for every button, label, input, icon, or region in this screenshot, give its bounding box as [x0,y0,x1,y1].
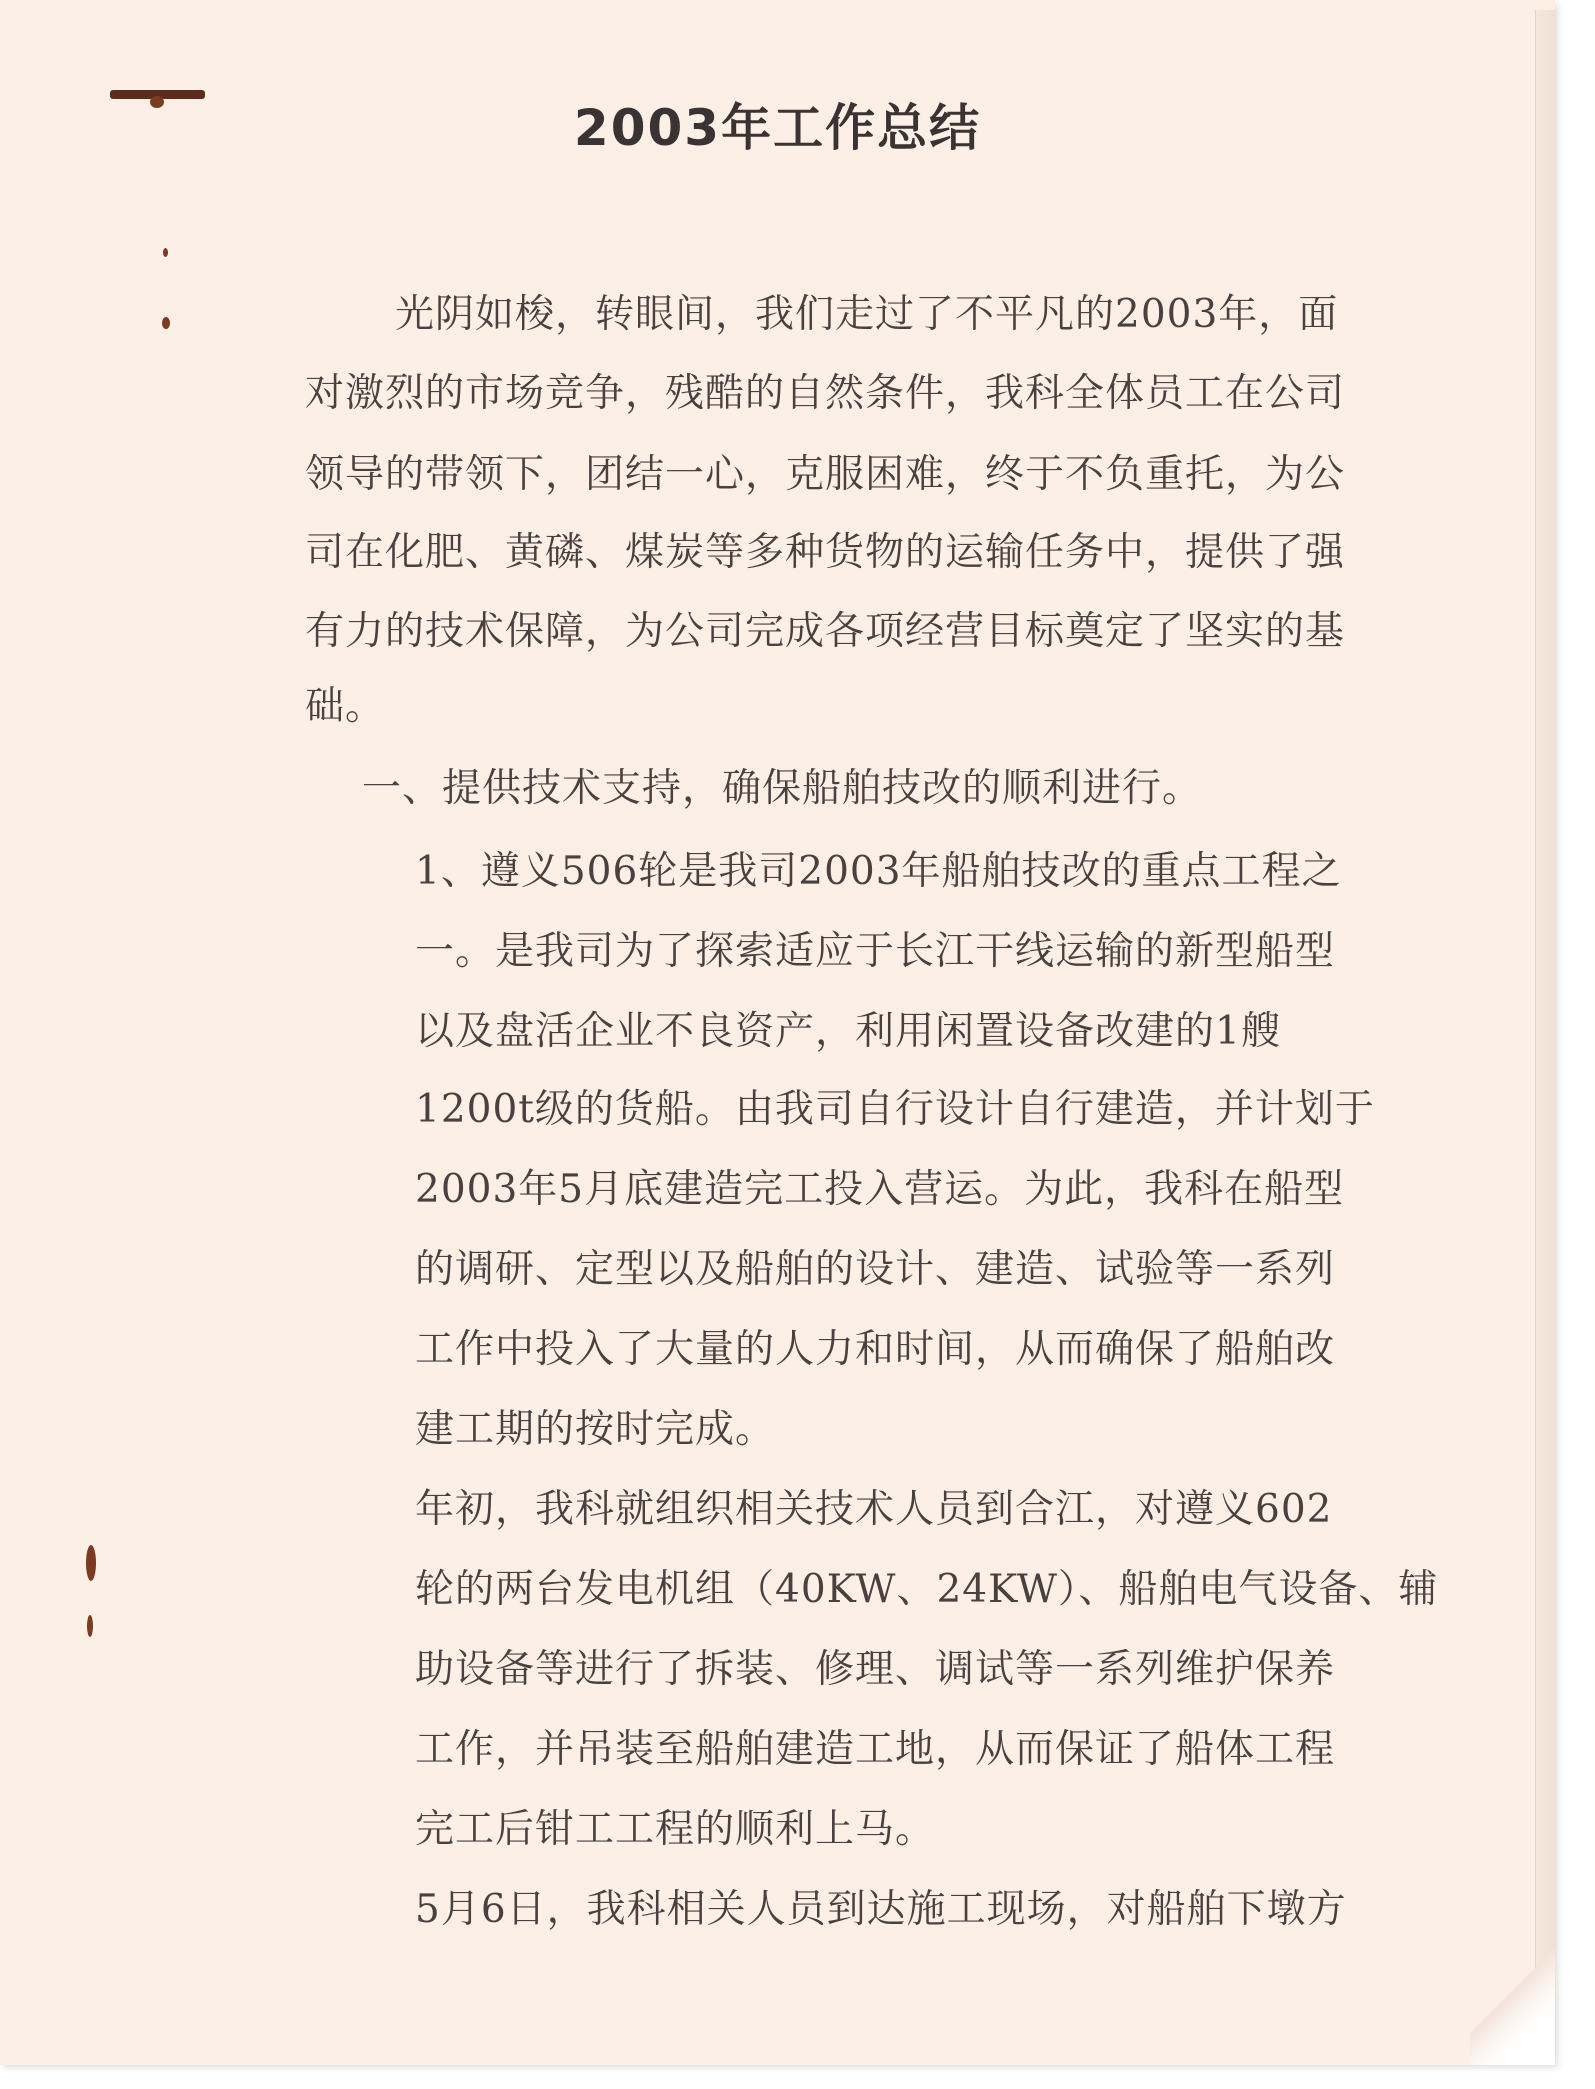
rust-dot [87,1615,93,1637]
rust-dot [162,317,170,329]
item1-line: 一。是我司为了探索适应于长江干线运输的新型船型 [415,929,1336,974]
para2-line: 工作，并吊装至船舶建造工地，从而保证了船体工程 [415,1727,1336,1772]
para2-line: 年初，我科就组织相关技术人员到合江，对遵义602 [415,1487,1333,1532]
intro-line: 司在化肥、黄磷、煤炭等多种货物的运输任务中，提供了强 [305,530,1346,575]
item1-line: 2003年5月底建造完工投入营运。为此，我科在船型 [415,1167,1345,1212]
item1-line: 1200t级的货船。由我司自行设计自行建造，并计划于 [415,1087,1375,1132]
intro-line: 有力的技术保障，为公司完成各项经营目标奠定了坚实的基 [305,609,1346,654]
rust-dot [163,248,168,257]
intro-line: 领导的带领下，团结一心，克服困难，终于不负重托，为公 [305,452,1346,497]
para2-line: 轮的两台发电机组（40KW、24KW）、船舶电气设备、辅 [415,1567,1439,1612]
intro-line: 础。 [305,684,386,729]
para2-line: 完工后钳工工程的顺利上马。 [415,1807,936,1852]
item1-line: 工作中投入了大量的人力和时间，从而确保了船舶改 [415,1327,1336,1372]
section-heading: 一、提供技术支持，确保船舶技改的顺利进行。 [362,766,1203,811]
para2-line: 助设备等进行了拆装、修理、调试等一系列维护保养 [415,1647,1336,1692]
document-title: 2003年工作总结 [573,99,982,157]
item1-line: 的调研、定型以及船舶的设计、建造、试验等一系列 [415,1247,1336,1292]
item1-line: 以及盘活企业不良资产，利用闲置设备改建的1艘 [415,1009,1281,1054]
para3-line: 5月6日，我科相关人员到达施工现场，对船舶下墩方 [415,1887,1347,1932]
page-corner-curl [1470,1935,1555,2065]
intro-line: 对激烈的市场竞争，残酷的自然条件，我科全体员工在公司 [305,371,1346,416]
item1-line: 建工期的按时完成。 [415,1407,776,1452]
item1-line: 1、遵义506轮是我司2003年船舶技改的重点工程之 [415,849,1342,894]
intro-line: 光阴如梭，转眼间，我们走过了不平凡的2003年，面 [395,292,1339,337]
rust-mark-lower [86,1545,96,1581]
